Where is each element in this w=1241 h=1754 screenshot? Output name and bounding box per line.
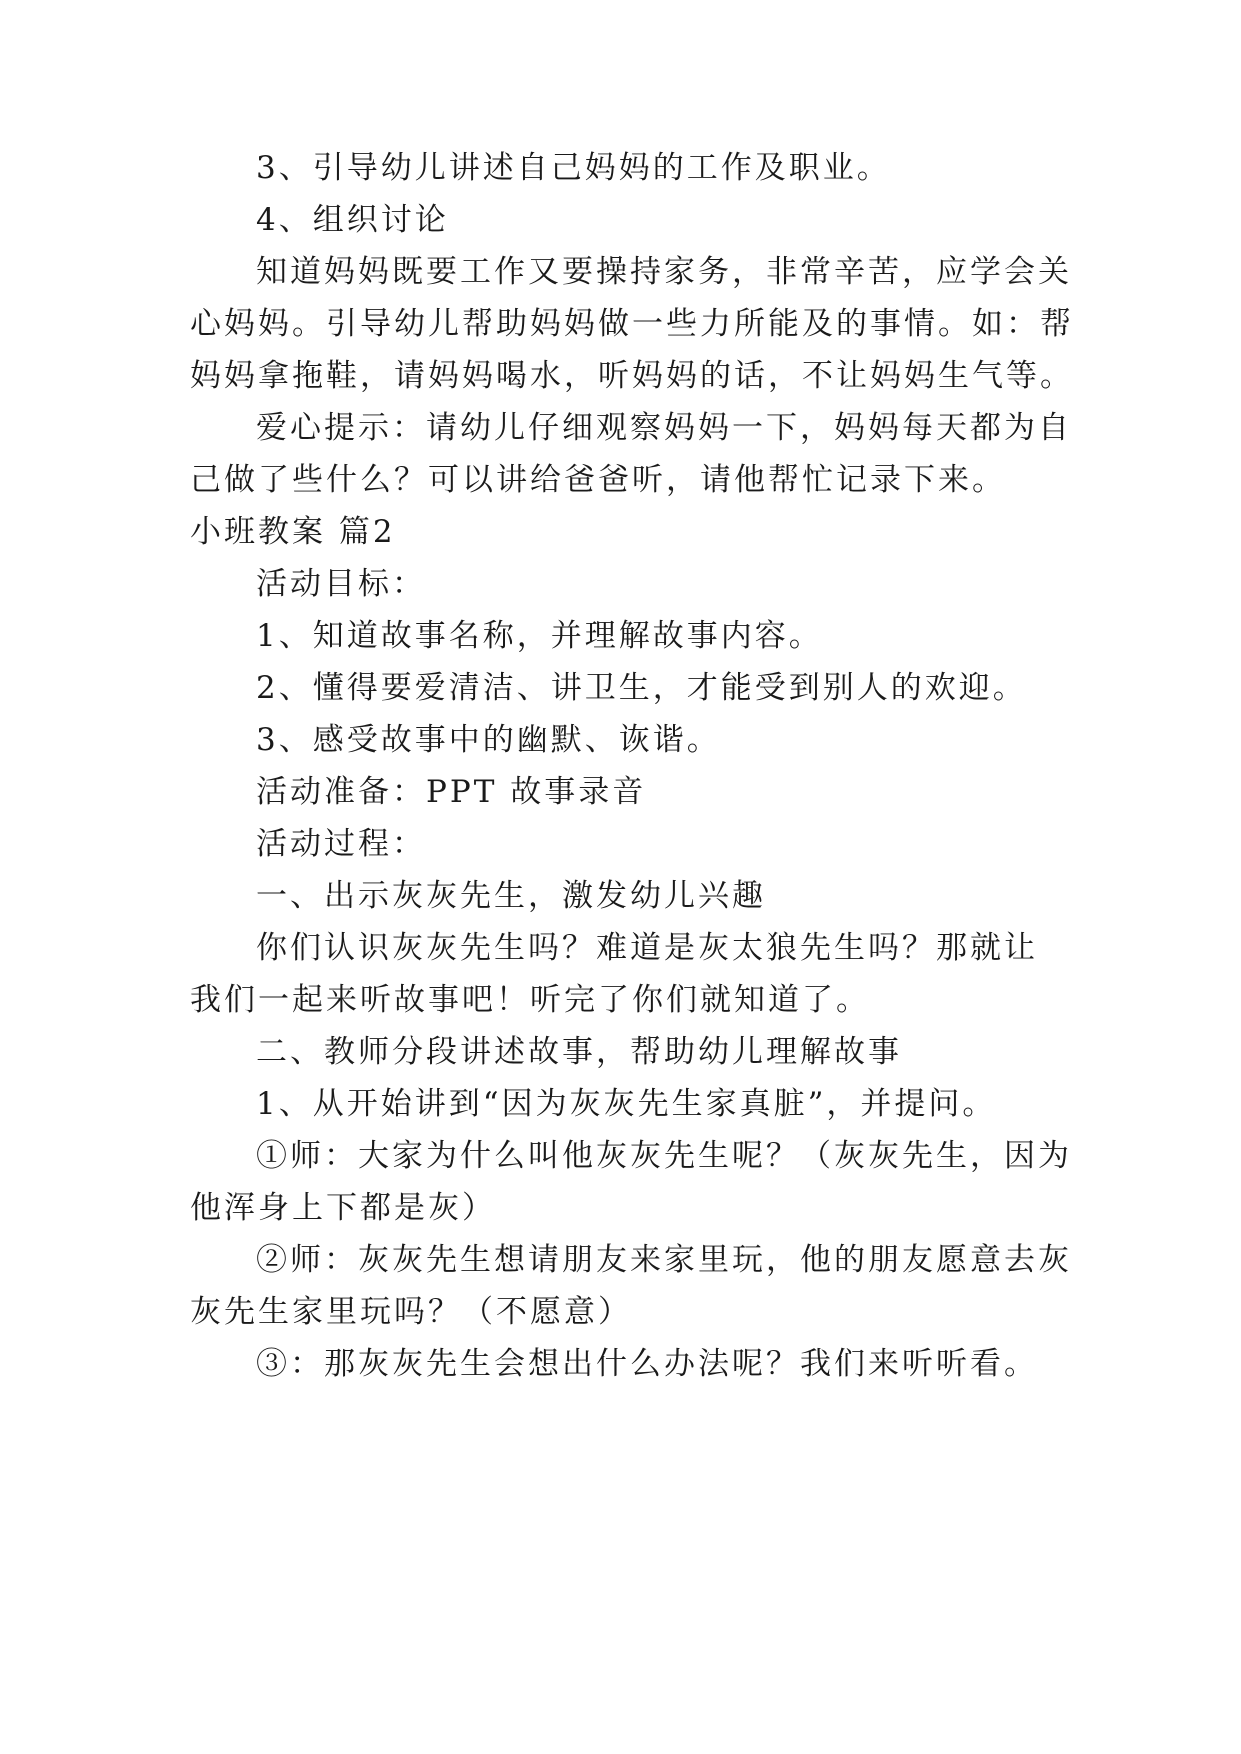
text-line: 妈妈拿拖鞋，请妈妈喝水，听妈妈的话，不让妈妈生气等。: [190, 358, 1074, 394]
text-line: ②师：灰灰先生想请朋友来家里玩，他的朋友愿意去灰: [256, 1242, 1072, 1278]
text-line: 4、组织讨论: [256, 202, 449, 238]
text-line: 爱心提示：请幼儿仔细观察妈妈一下，妈妈每天都为自: [256, 410, 1072, 446]
text-line: 活动过程：: [256, 826, 426, 862]
text-line: 我们一起来听故事吧！听完了你们就知道了。: [190, 982, 870, 1018]
text-line: 你们认识灰灰先生吗？难道是灰太狼先生吗？那就让: [256, 930, 1038, 966]
text-line: 活动准备：PPT 故事录音: [256, 774, 647, 810]
text-line: 1、从开始讲到“因为灰灰先生家真脏”，并提问。: [256, 1086, 997, 1122]
text-line: 心妈妈。引导幼儿帮助妈妈做一些力所能及的事情。如：帮: [190, 306, 1074, 342]
text-line: 3、感受故事中的幽默、诙谐。: [256, 722, 721, 758]
text-line: 灰先生家里玩吗？（不愿意）: [190, 1294, 632, 1330]
section-heading: 小班教案 篇2: [190, 514, 396, 550]
text-line: 他浑身上下都是灰）: [190, 1190, 496, 1226]
text-line: 二、教师分段讲述故事，帮助幼儿理解故事: [256, 1034, 902, 1070]
text-line: 知道妈妈既要工作又要操持家务，非常辛苦，应学会关: [256, 254, 1072, 290]
text-line: ③：那灰灰先生会想出什么办法呢？我们来听听看。: [256, 1346, 1038, 1382]
text-line: 活动目标：: [256, 566, 426, 602]
text-line: 2、懂得要爱清洁、讲卫生，才能受到别人的欢迎。: [256, 670, 1027, 706]
text-line: 1、知道故事名称，并理解故事内容。: [256, 618, 823, 654]
text-line: 3、引导幼儿讲述自己妈妈的工作及职业。: [256, 150, 891, 186]
text-line: ①师：大家为什么叫他灰灰先生呢？（灰灰先生，因为: [256, 1138, 1072, 1174]
text-line: 己做了些什么？可以讲给爸爸听，请他帮忙记录下来。: [190, 462, 1006, 498]
text-line: 一、出示灰灰先生，激发幼儿兴趣: [256, 878, 766, 914]
